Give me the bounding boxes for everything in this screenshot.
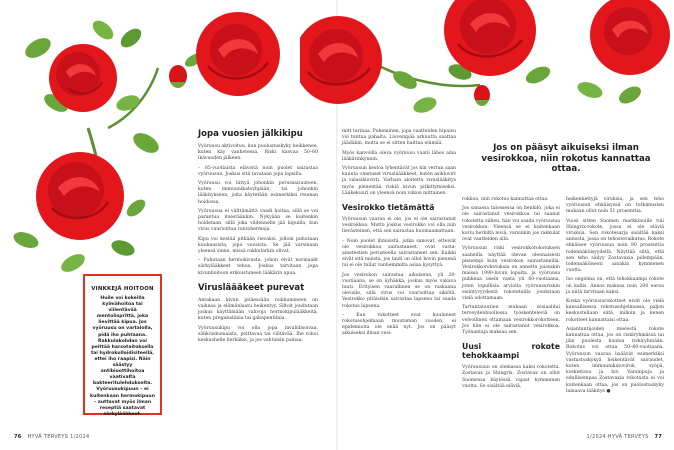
paragraph: Vyöruusukipu voi olla jopa invalidisoivaa, sähköiskumaista, polttavaa tai viiltävää. Ihe tuhoi keskushelle herkäksi, ja jos vahtaisin painaa.: [198, 325, 318, 344]
section-heading-jalkikipu: Jopa vuosien jälkikipu: [198, 129, 303, 139]
pull-quote: Jos on pääsyt aikuiseksi ilman vesirokkoa, niin rokotus kannattaa ottaa.: [481, 143, 651, 174]
right-article-column-1: [342, 129, 456, 341]
paragraph: Vyöruusun riski vesirokkorokotuksen saaneilla näyttää olevan olennaisesti pienempi kuin vesirokon sairastaneilla. Vesirokkorokotuksia on annettu joissakin maissa 1990-luvun lopulta, ja vyöruusa puhkeaa usein vasta yli 60-vuotiaana, joten lopullisia arvioita vyöruusuriskin esiintyvyydestä rokotetuilla joudutaan vielä odottamaan.: [462, 246, 560, 302]
paragraph: Vyöruusuun on olemassa kaksi rokotetta. Zostavax ja Shingrix. Zostavax on ollut Suomessa käytössä vajaat kymmenen vuotta. Se sisältää eläviä,: [462, 365, 560, 389]
paragraph: Iso ongelma on, että tehokkaampi rokote on kallis. Annos maksaa noin 200 euroa ja niitä tarvitaan kaksi.: [566, 277, 664, 295]
section-heading-uusi-rokote: Uusi rokote tehokkaampi: [462, 342, 560, 361]
paragraph: – Noin puolet ihmisistä, jotka sanovat, etteivät ole vesirokkoa sairastaneet, ovat vasta-ainetestien perusteella sairastaneet sen. Kaikki eivät sitä muista, jos tauti on ollut kovin pienenä tai ei ole tullut vanhemmilta asiaa kysyttyä.: [342, 238, 456, 269]
right-article-column-3: [566, 197, 664, 398]
paragraph: – Puhutaan hermokivusta, johon eivät normaalit särkylääkkeet tehoa. Joskus tarvitaan jopa kivunhoitoon erikoistuneen lääkärin apua.: [198, 258, 318, 276]
paragraph: Vyöruusun vaaraa ei ole, jos ei ole sairastanut vesirokkoa. Mutta joskus vesirokko voi olla niin lievästeinen, että sen sairastaa huomaamattaan.: [342, 217, 456, 235]
paragraph: Asiantuntijoiden mielestä rokote kannattaa ottaa, jos on riskiryhmässä tai jäin puolesta kuuluu riskiryhmään. Rokotus voi ottaa 50–60-vuotiaana. Vyöruusun vaaraa lisäävät esimerkiksi vastustuskykyä heikentävät sairaudet, kuten immuunikatoviruk, syöpä, koskettava ja hiv. Varsinpuja ja edullisempaa Zostavaxia rokotusta ei voi kuitenkaan ottaa, jos on puolustuskyky lainaava lääkitys ●: [566, 326, 664, 394]
paragraph: – Kun rokotteet ovat kuuluneet rokotusohjelmaan muutaman vuoden, ei epidemioita ole enää nyt. Jos on pääsyt aikuiseksi ilman vesi-: [342, 312, 456, 337]
right-article-column-2: [462, 197, 560, 393]
magazine-name-right: 1/2024 HYVÄ TERVEYS: [586, 434, 649, 440]
page-number-left: 76: [14, 434, 22, 440]
paragraph: Vyöruusun kestoa lyhentävät jos kin verran saan kaunta ometaset virusläääkkeet, kuten asiklovirt ja valasiklovirti. Varhain aloitettu viruslääkitys myös pienentää riskiä kivun pitkittymiseksi. Lääkekuuri on yleensä noin viikon mittainen.: [342, 166, 456, 196]
paragraph: Myös kanvoilla oleva vyöruusu vaatii lähes aina lääkärinkynnin.: [342, 150, 456, 162]
paragraph: Vyöruusu voi liittyä johonkin perussairauteen, kuten immuunikatoyhpään, tai johonkin lääkitykseen, joita käytetään esimerkiksi reuman hoidossa.: [198, 181, 318, 205]
right-footer: [587, 434, 662, 440]
paragraph: Jos vesirokon sairastaa aikuisena, yli 20-vuotiaana, se on äyhäkkä, joskus myös vakava tauti. Erityisen vaarallinen se on raskaana olevalle, sillä virus voi vaurioittaa sikiötä. Vesirokko pitäisikin sairastaa lapsena tai saada rokotus lapsena.: [342, 272, 456, 309]
left-footer: [14, 434, 89, 440]
paragraph: Tartuntatautien mukaan sosiaalitai terveydenhuollossa työskenteleviä on velvollinen ottamaan vesirokkorokotteen. Jos hän ei ole sairastanut vesirokkoa. Työnantaja maksaa sen.: [462, 305, 560, 336]
paragraph: Jos sanassa talossessa on henkilö, joka ei ole sairastanut vesirokkoa tai saanut rokotetta siihen, hän voi saada vyöruusua vesirokkon. Yleensä se ei kuitenkaan koriu herkiltä leviä, varsinkin jos rakkulat ovat vaatteiden alla.: [462, 206, 560, 243]
paragraph: mitt tarinaa. Pukeminen, jopa vaatteiden hipaisu voi tuntua pahalta. Liuvempää arkuutta saattaa jäädäkin, mutta se ei sitten haittaa elämää.: [342, 129, 456, 147]
rose-cluster-left-svg: [8, 8, 198, 288]
paragraph: Kipu voi kestää pitkään rievaksi, jolloin puhutaan kuukausista, jopa vuosista. Se jää varsinaan yleensä sinne, missä rakkularkin olivat.: [198, 236, 318, 255]
rose-cluster-right-svg: [300, 0, 670, 130]
paragraph: rokkoa, niin rokotus kannattaa ottaa.: [462, 197, 549, 202]
rose-illustration-right: [300, 0, 670, 130]
rose-top-left-svg: [178, 10, 288, 110]
tips-sidebar: [83, 274, 162, 415]
paragraph: Vyöruusua ei välttämättä vaadi hoitaa, sillä se voi parantua itsestäänkin. Nykyään se kuitenkin hoidetaan, sillä joka viidennelle jää kipuilla, kun virus vaurioittaa tuntohermoja.: [198, 208, 318, 233]
paragraph: Vyöruusu aktivoituu, kun puolustuskyky heikkenee, kuten käy vanhetessa. Riski kasvaa 50–60 ikävuoden jälkeen.: [198, 144, 319, 162]
paragraph: Vuosi sitten Suomen markkinoille tuli Shingrix-rokote, jossa ei ole eläviä viruksia. Sen rokotesarja sisältää kaksi annosta, jossa on tehostevaikutus. Rokote ehkäisee vyöruusua noin 90 prosenttia todennäköisyydellä. Näyttää siltä, että sen teho säilyy Zostavaxia pidempään, todennäköisesti ainakin kymmenen vuotta.: [566, 218, 664, 274]
left-article-column: [198, 129, 318, 347]
page-number-right: 77: [654, 434, 662, 440]
sidebar-title: VINKKEJÄ HOITOON: [91, 286, 154, 292]
rose-illustration-left: [8, 8, 198, 288]
sidebar-body: Huile voi kokeilla kylmähoitoa tai viilentävää mentolisprittä, joka lievittää kipua. Jos vyöruusu on vartalolla, pidä iho puhtaana. Rakkulakohdan voi peittää harsotaitoksella tai hydrokolloidisiteellä, ettei iho raapisi. Näin säästyy antibioottihoitoa vaativalta bakteeritulehdukselta. Vyöruusukipuun – ei kuitenkaan hermokipuun – auttavat myös ilman reseptiä saatavat särkylääkkeet.: [90, 296, 155, 417]
magazine-name-left: HYVÄ TERVEYS 1/2024: [27, 434, 90, 440]
rose-illustration-top-left: [178, 10, 288, 110]
paragraph: Koska vyöruusurokotteet eivät ole vielä kansallisessa rokotusohjelmassa, paljon keskustellaan siitä, milloin ja kenen rokotteet kannattaisi ottaa.: [566, 299, 664, 323]
section-heading-viruslaakkeet: Virusläääkeet purevat: [198, 282, 305, 293]
paragraph: Antakaan kivun pitäessään nukkumineen on vaikeaa ja elämänlaatu heikentyy. Siltoit joudutaan joskus käyttämään vahvoja hermokipulääkkeitä, kuten pregabaliinia tai gabapentiinia.: [198, 297, 318, 322]
section-heading-vesirokko: Vesirokko tietämättä: [342, 203, 435, 213]
paragraph: heikennettyjä viruksia, ja sen teho vyöruusun ehkäisyssä on tutkimusten mukaan ollut noin 51 prosenttia.: [566, 197, 664, 215]
paragraph: – 85-vuotiaista elävistä noin puolet sairastaa vyöruusun. Joskus sitä tavataan jopa lapsilla.: [198, 165, 318, 177]
